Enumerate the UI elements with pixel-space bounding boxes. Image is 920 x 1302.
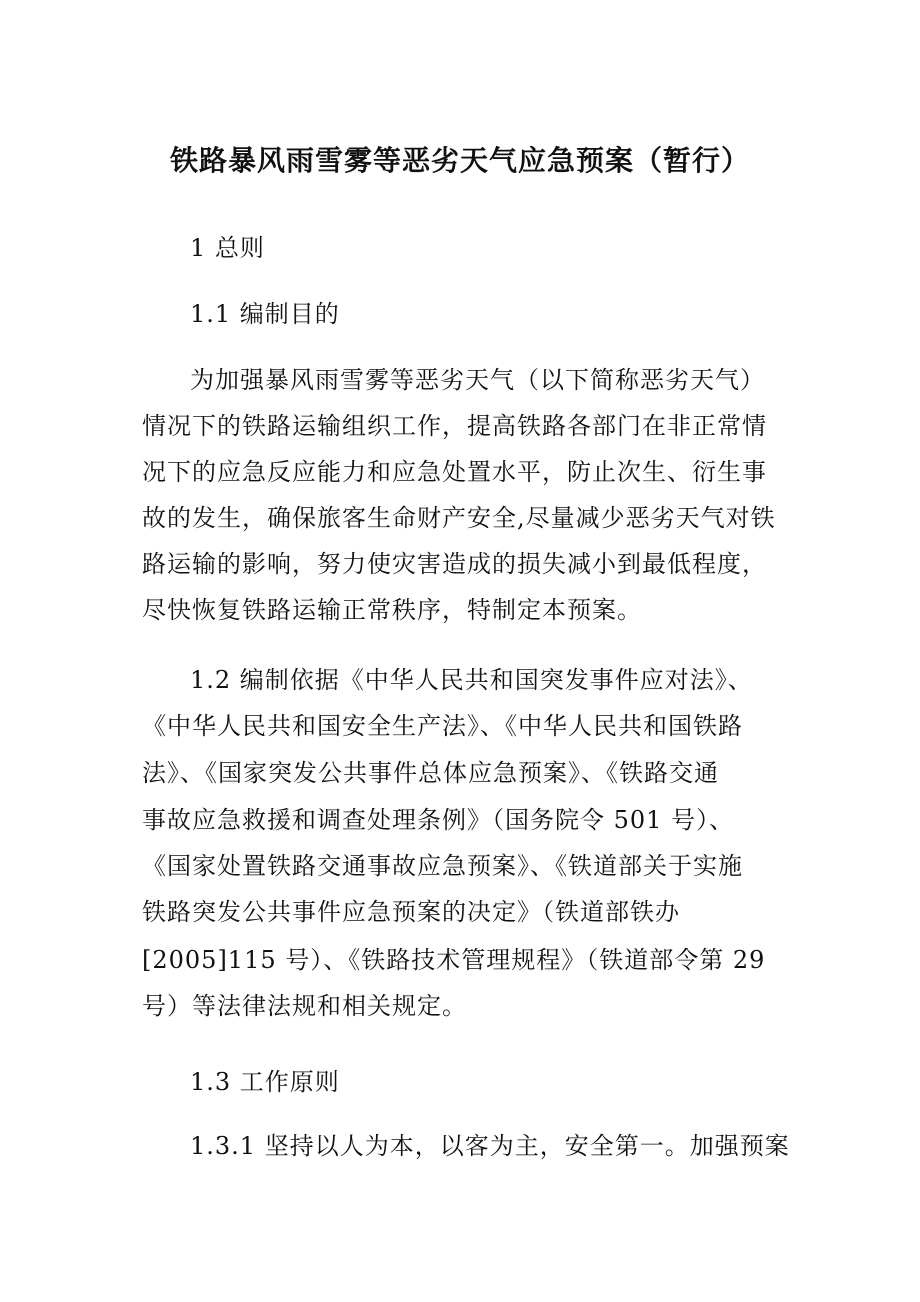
paragraph-line: 1.3.1 坚持以人为本，以客为主，安全第一。加强预案	[190, 1132, 790, 1160]
paragraph-line: 为加强暴风雨雪雾等恶劣天气（以下简称恶劣天气）	[190, 366, 765, 394]
heading-1-1: 1.1 编制目的	[190, 300, 340, 328]
paragraph-line: 故的发生，确保旅客生命财产安全,尽量减少恶劣天气对铁	[142, 504, 776, 532]
paragraph-line: 况下的应急反应能力和应急处置水平，防止次生、衍生事	[142, 458, 767, 486]
paragraph-line: [2005]115 号）、《铁路技术管理规程》（铁道部令第 29	[142, 946, 766, 974]
heading-1: 1 总则	[190, 234, 265, 262]
paragraph-line: 事故应急救援和调查处理条例》（国务院令 501 号）、	[142, 806, 735, 834]
paragraph-line: 《中华人民共和国安全生产法》、《中华人民共和国铁路	[142, 712, 743, 740]
paragraph-line: 1.2 编制依据《中华人民共和国突发事件应对法》、	[190, 666, 753, 694]
document-title: 铁路暴风雨雪雾等恶劣天气应急预案（暂行）	[169, 144, 750, 177]
paragraph-line: 《国家处置铁路交通事故应急预案》、《铁道部关于实施	[142, 852, 743, 880]
heading-1-3: 1.3 工作原则	[190, 1068, 340, 1096]
paragraph-line: 尽快恢复铁路运输正常秩序，特制定本预案。	[142, 596, 642, 624]
paragraph-line: 号）等法律法规和相关规定。	[142, 992, 467, 1020]
paragraph-line: 情况下的铁路运输组织工作，提高铁路各部门在非正常情	[142, 412, 767, 440]
paragraph-line: 路运输的影响，努力使灾害造成的损失减小到最低程度，	[142, 550, 767, 578]
paragraph-line: 法》、《国家突发公共事件总体应急预案》、《铁路交通	[142, 759, 719, 787]
paragraph-line: 铁路突发公共事件应急预案的决定》（铁道部铁办	[142, 898, 680, 926]
